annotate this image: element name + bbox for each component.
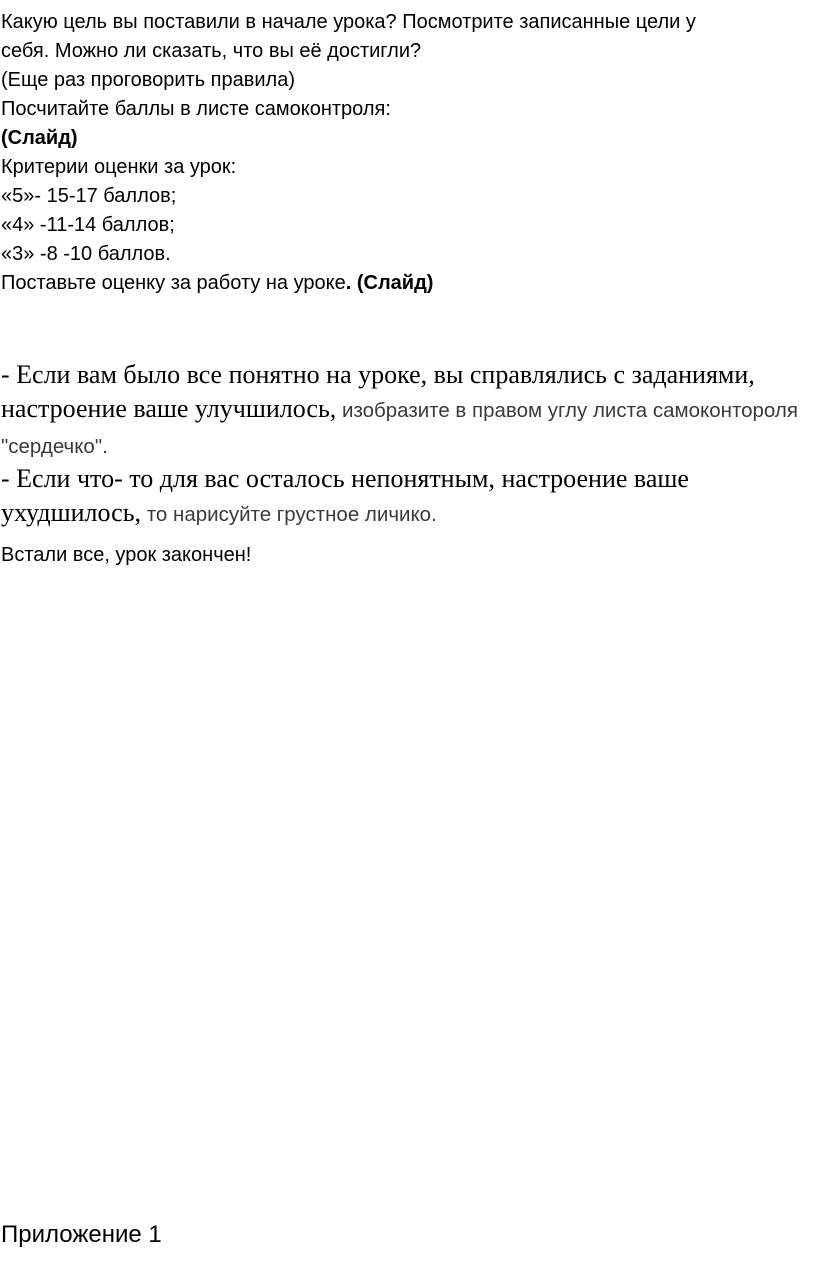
reflection-2-instruction: то нарисуйте грустное личико. — [141, 503, 437, 526]
intro-line-4: Посчитайте баллы в листе самоконтроля: — [1, 98, 391, 120]
grade-5-criteria: «5»- 15-17 баллов; — [1, 185, 177, 207]
slide-note-2: . (Слайд) — [345, 272, 434, 294]
reflection-paragraph-1 — [1, 358, 816, 464]
intro-line-3: (Еще раз проговорить правила) — [1, 69, 295, 91]
slide-note-1: (Слайд) — [1, 127, 78, 149]
intro-line-2: себя. Можно ли сказать, что вы её достигли? — [1, 40, 422, 62]
intro-line-1: Какую цель вы поставили в начале урока? Посмотрите записанные цели у — [1, 11, 696, 33]
grade-3-criteria: «3» -8 -10 баллов. — [1, 243, 171, 265]
reflection-2-text: - Если что- то для вас осталось непонятным, настроение ваше ухудшилось, — [1, 464, 689, 527]
set-grade-line — [1, 269, 433, 298]
criteria-title: Критерии оценки за урок: — [1, 156, 237, 178]
reflection-paragraph-2 — [1, 462, 816, 532]
reflection-1-text: - Если вам было все понятно на уроке, вы справлялись с заданиями, настроение ваше улучшилось, — [1, 360, 755, 423]
appendix-title: Приложение 1 — [1, 1221, 162, 1248]
reflection-1-instruction: изобразите в правом углу листа самоконтороля "сердечко". — [1, 399, 798, 458]
set-grade-text: Поставьте оценку за работу на уроке — [1, 272, 346, 294]
grade-4-criteria: «4» -11-14 баллов; — [1, 214, 175, 236]
closing-line: Встали все, урок закончен! — [1, 544, 252, 566]
